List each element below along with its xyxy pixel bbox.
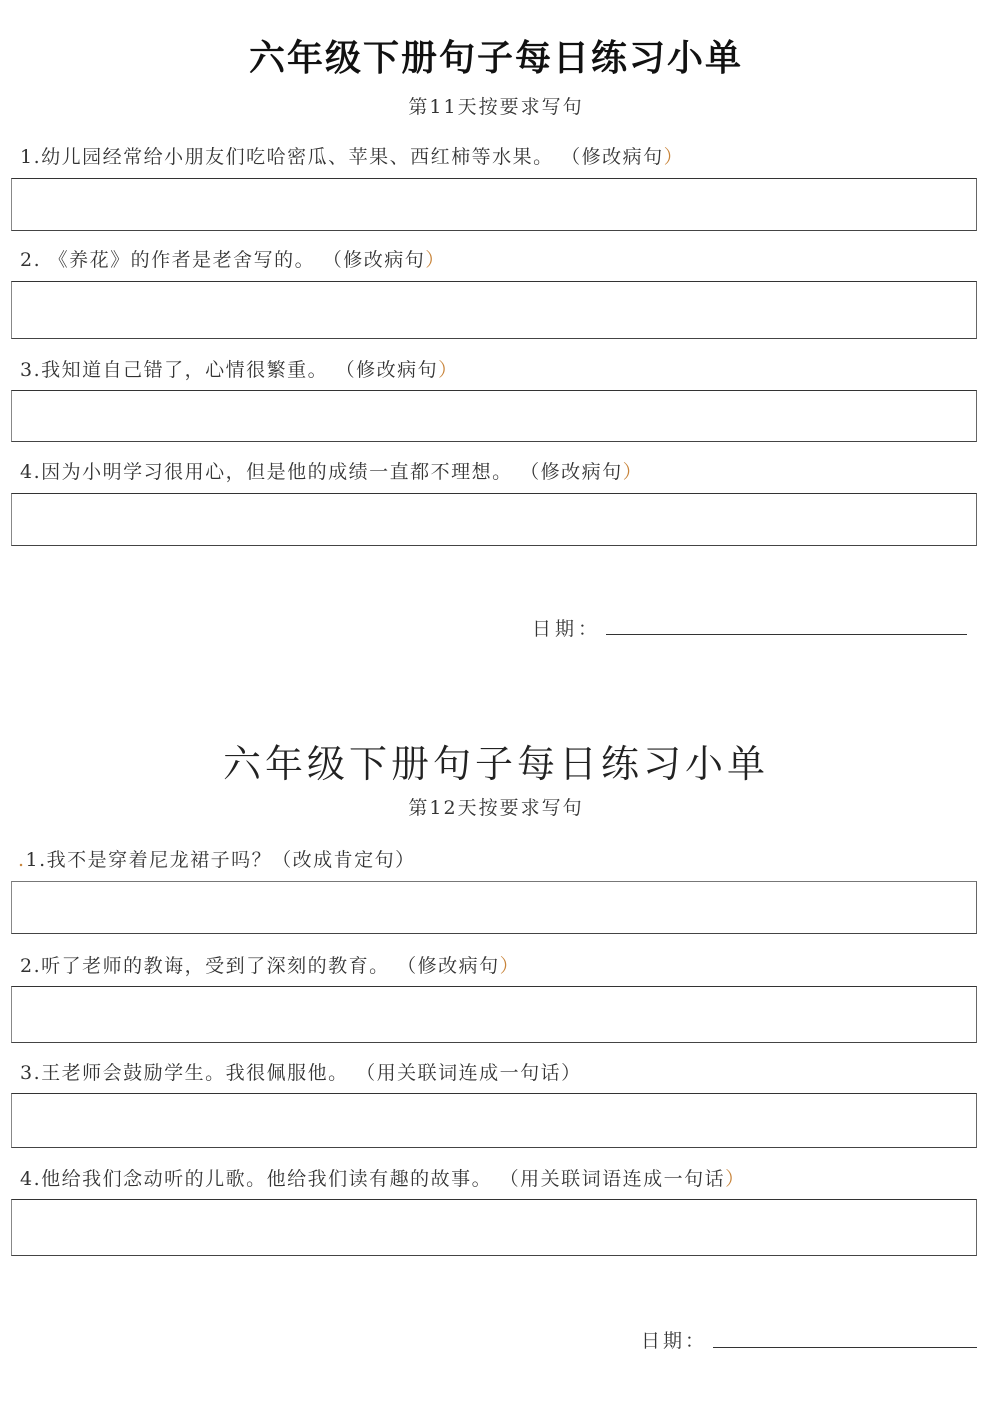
question-text: 2.听了老师的教诲，受到了深刻的教育。 （修改病句 — [20, 955, 500, 977]
question-close-paren: ） — [438, 359, 459, 381]
sheet2-answer-box-1[interactable] — [11, 881, 977, 934]
sheet1-answer-box-3[interactable] — [11, 390, 977, 442]
sheet2-date-label: 日期： — [641, 1330, 708, 1352]
question-text: 4.他给我们念动听的儿歌。他给我们读有趣的故事。 （用关联词语连成一句话 — [20, 1168, 726, 1190]
question-text: 2. 《养花》的作者是老舍写的。 （修改病句 — [20, 249, 426, 271]
sheet1-question-1 — [20, 142, 684, 169]
sheet2-subtitle: 第12天按要求写句 — [408, 797, 584, 819]
sheet1-question-2 — [20, 245, 446, 272]
sheet2-answer-box-4[interactable] — [11, 1199, 977, 1256]
question-prefix-dot: . — [18, 849, 26, 871]
question-close-paren: ） — [425, 249, 446, 271]
question-text: 1.我不是穿着尼龙裙子吗？（改成肯定句） — [25, 849, 416, 871]
sheet2-answer-box-3[interactable] — [11, 1093, 977, 1148]
sheet1-question-3 — [20, 355, 459, 382]
sheet2-question-4 — [20, 1164, 746, 1191]
sheet1-answer-box-4[interactable] — [11, 493, 977, 546]
sheet1-title: 六年级下册句子每日练习小单 — [248, 38, 743, 79]
sheet1-answer-box-1[interactable] — [11, 178, 977, 231]
sheet2-question-3 — [20, 1058, 582, 1085]
question-close-paren: ） — [499, 955, 521, 977]
question-close-paren: ） — [725, 1168, 746, 1190]
sheet1-date-line[interactable] — [606, 634, 967, 635]
question-text: 4.因为小明学习很用心，但是他的成绩一直都不理想。 （修改病句 — [20, 461, 623, 483]
sheet2-title: 六年级下册句子每日练习小单 — [222, 742, 769, 786]
sheet2-question-1 — [18, 845, 416, 872]
question-text: 1.幼儿园经常给小朋友们吃哈密瓜、苹果、西红柿等水果。 （修改病句 — [20, 146, 664, 168]
question-close-paren: ） — [663, 146, 685, 168]
sheet2-date-line[interactable] — [713, 1347, 977, 1348]
sheet1-question-4 — [20, 457, 643, 484]
question-text: 3.我知道自己错了，心情很繁重。 （修改病句 — [20, 359, 439, 381]
sheet2-question-2 — [20, 951, 520, 978]
sheet1-subtitle: 第11天按要求写句 — [408, 96, 584, 118]
sheet1-answer-box-2[interactable] — [11, 281, 977, 339]
sheet1-date-label: 日期： — [532, 618, 602, 640]
question-close-paren: ） — [622, 461, 644, 483]
question-text: 3.王老师会鼓励学生。我很佩服他。 （用关联词连成一句话） — [20, 1062, 582, 1084]
sheet2-answer-box-2[interactable] — [11, 986, 977, 1043]
